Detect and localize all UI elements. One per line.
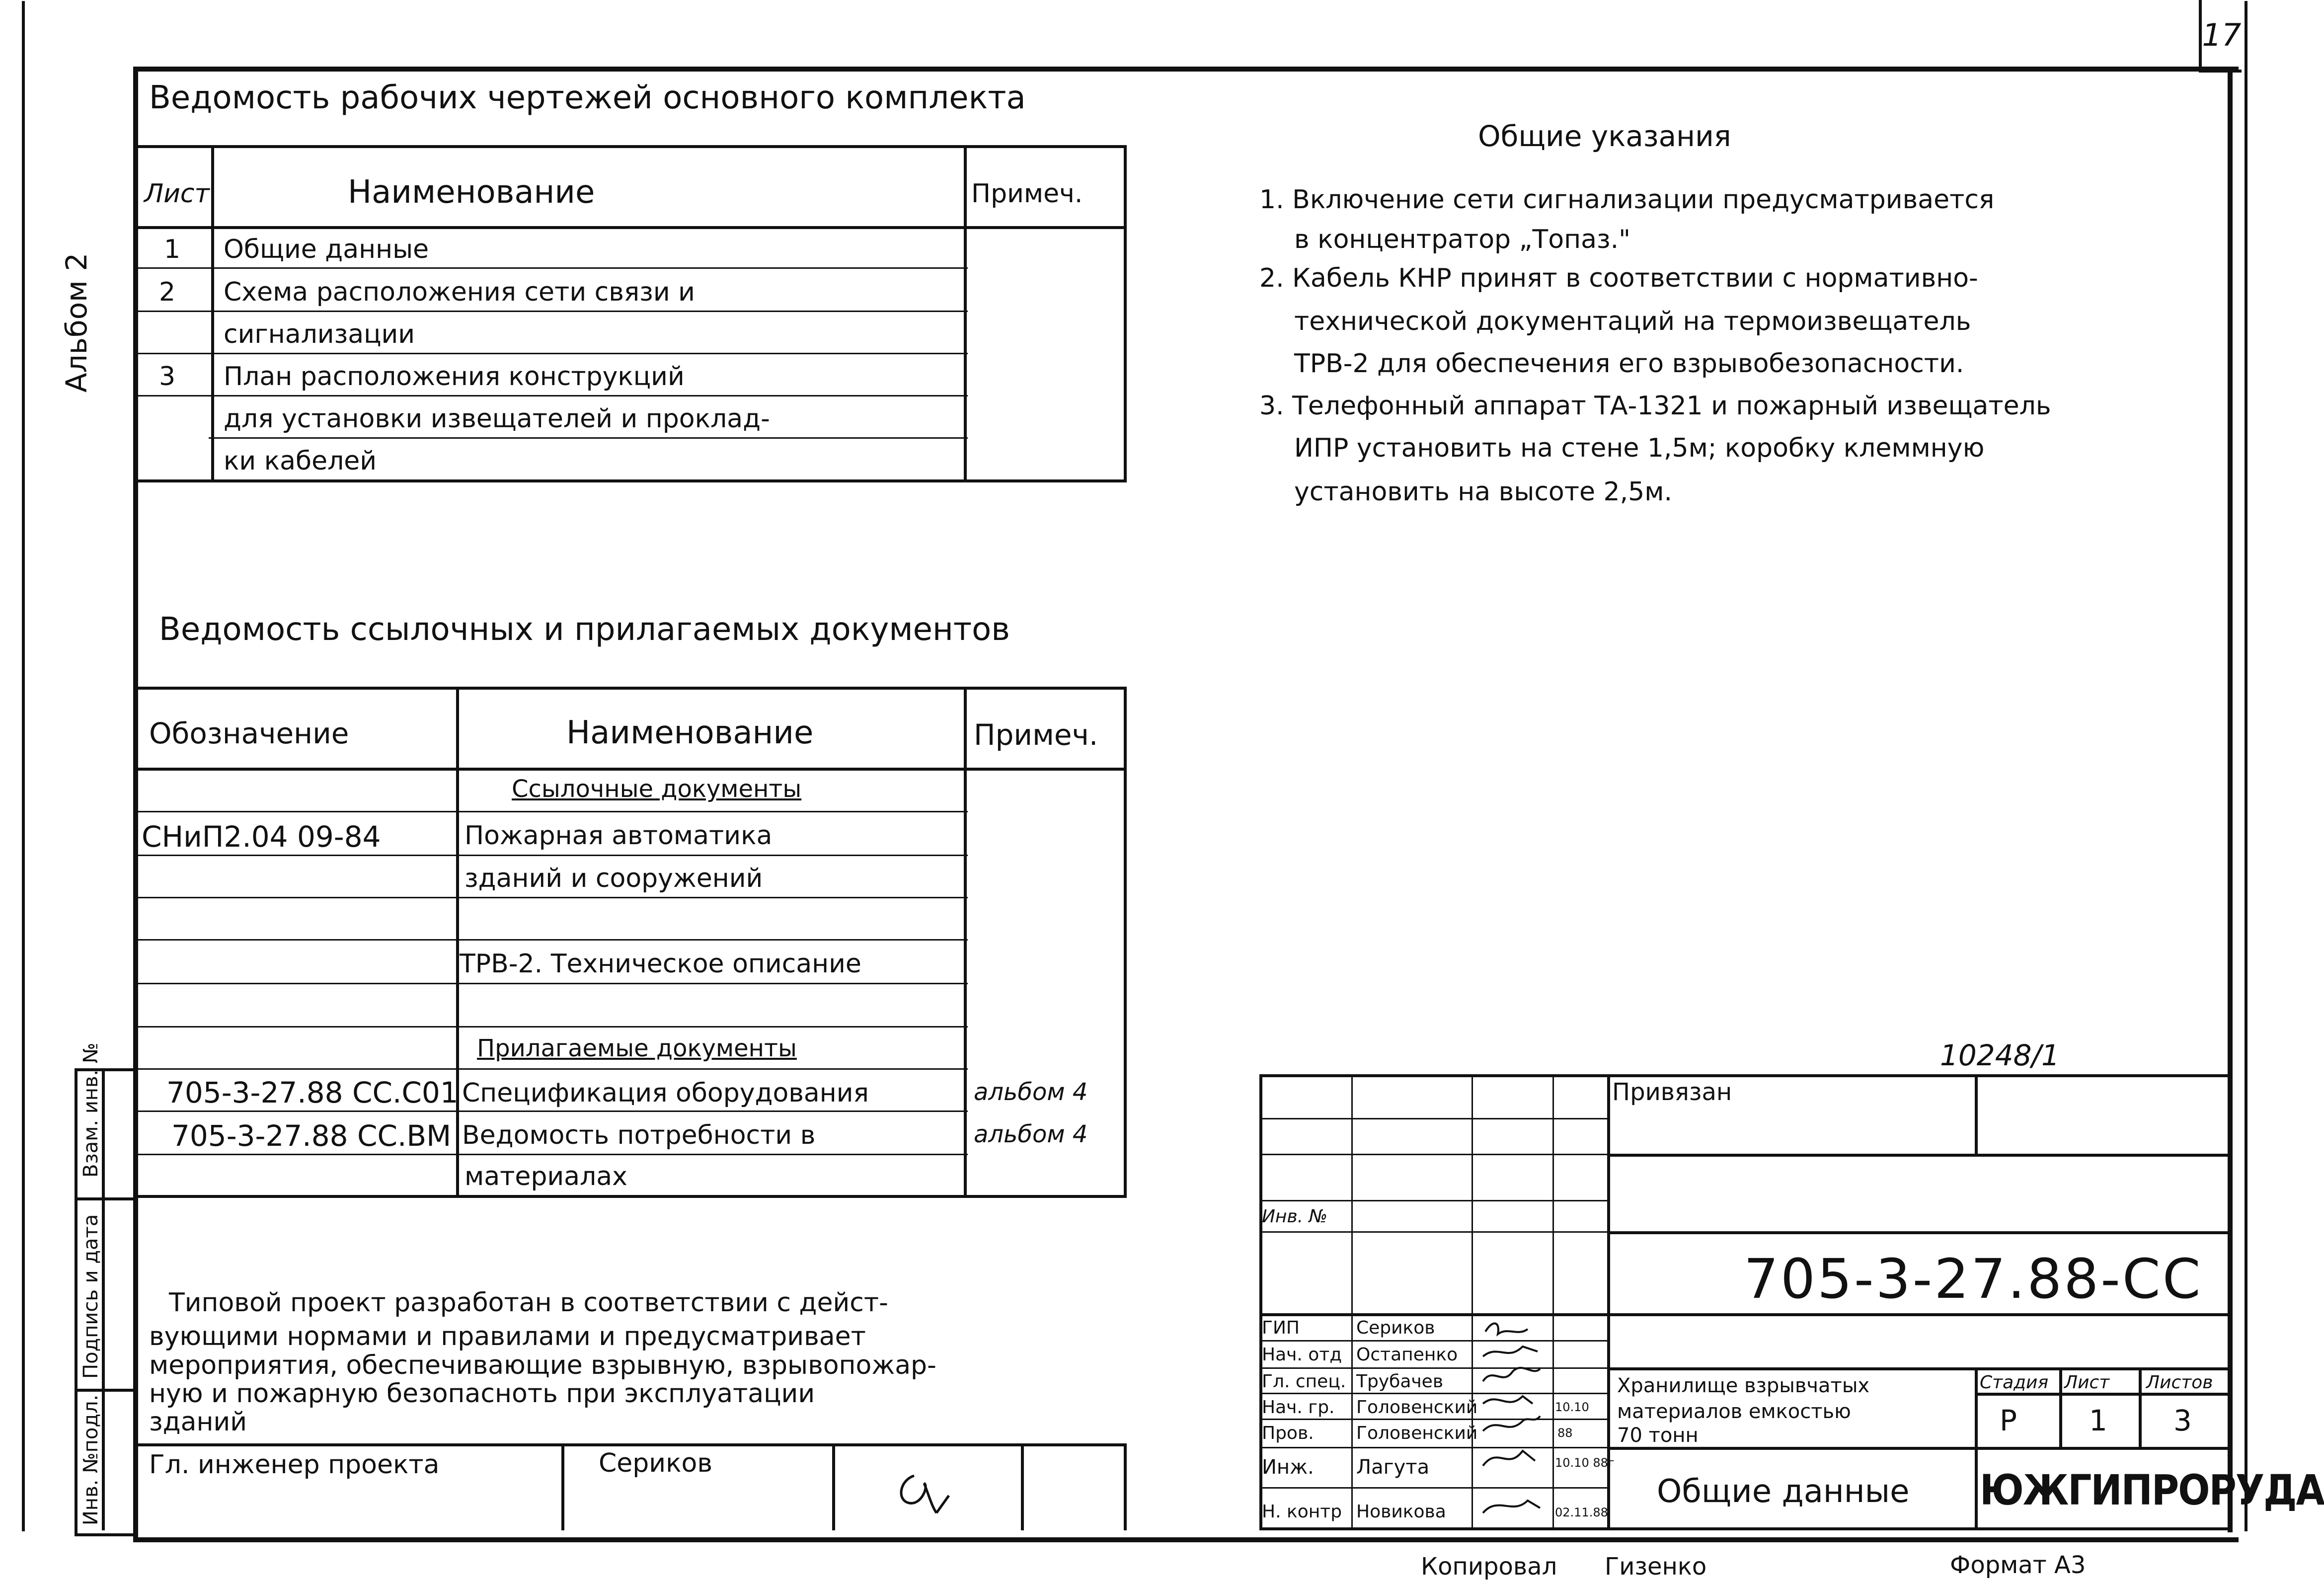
drawings-row-line: План расположения конструкций (224, 362, 685, 392)
refs-header-name: Наименование (566, 714, 814, 751)
drawings-row-sheet: 1 (164, 235, 181, 264)
refs-row-name: Ведомость потребности в (462, 1120, 816, 1150)
left-stamp-vzam: Взам. инв. № (79, 1042, 102, 1178)
general-notes-line: 1. Включение сети сигнализации предусматривается (1259, 185, 1995, 215)
role-label: ГИП (1262, 1318, 1300, 1338)
refs-row-code: СНиП2.04 09-84 (142, 820, 381, 854)
handwritten-number: 10248/1 (1940, 1038, 2060, 1072)
role-name: Головенский (1356, 1397, 1478, 1418)
privyazan-label: Привязан (1612, 1078, 1732, 1106)
sheets-value: 3 (2173, 1404, 2192, 1437)
left-stamp-sign: Подпись и дата (79, 1214, 102, 1379)
role-name: Трубачев (1356, 1371, 1444, 1392)
role-date: 10.10 (1555, 1400, 1589, 1414)
stage-value: Р (2000, 1404, 2017, 1437)
project-note-line: мероприятия, обеспечивающие взрывную, взрывопожар- (149, 1350, 936, 1380)
role-name: Сериков (1356, 1318, 1435, 1338)
refs-row-name: зданий и сооружений (465, 864, 763, 893)
right-border (2228, 67, 2233, 1532)
object-name-line: материалов емкостью (1617, 1400, 1851, 1423)
role-label: Инж. (1262, 1456, 1314, 1479)
refs-header-code: Обозначение (149, 716, 349, 750)
project-note-line: ную и пожарную безопасноть при эксплуатации (149, 1379, 815, 1409)
role-label: Н. контр (1262, 1502, 1342, 1522)
role-date: 88 (1557, 1426, 1573, 1440)
general-notes-line: ТРВ-2 для обеспечения его взрывобезопасности. (1294, 349, 1964, 379)
sheets-label: Листов (2146, 1372, 2213, 1393)
chief-signature-icon (894, 1466, 959, 1520)
left-stamp-inv: Инв. №подл. (79, 1394, 102, 1525)
role-name: Лагута (1356, 1456, 1430, 1479)
general-notes-line: в концентратор „Топаз." (1294, 225, 1631, 254)
drawings-row-sheet: 3 (159, 362, 176, 392)
refs-row-code: 705-3-27.88 СС.С01 (166, 1076, 459, 1110)
role-label: Пров. (1262, 1423, 1314, 1443)
doc-title: Общие данные (1657, 1473, 1910, 1510)
drawings-row-line: ки кабелей (224, 446, 377, 476)
inv-label: Инв. № (1262, 1206, 1328, 1227)
general-notes-line: установить на высоте 2,5м. (1294, 477, 1673, 507)
refs-row-code: 705-3-27.88 СС.ВМ (171, 1119, 452, 1153)
general-notes-line: 3. Телефонный аппарат ТА-1321 и пожарный извещатель (1259, 391, 2051, 421)
drawings-row-line: Общие данные (224, 235, 429, 264)
general-notes-line: 2. Кабель КНР принят в соответствии с нормативно- (1259, 263, 1978, 293)
drawings-header-name: Наименование (348, 174, 595, 211)
refs-header-note: Примеч. (974, 718, 1098, 752)
refs-row-name: ТРВ-2. Техническое описание (460, 949, 861, 979)
sheet-number: 17 (2202, 16, 2242, 53)
refs-row-note: альбом 4 (974, 1120, 1088, 1148)
role-name: Головенский (1356, 1423, 1478, 1443)
drawings-row-sheet: 2 (159, 277, 176, 307)
general-notes-line: технической документаций на термоизвещатель (1294, 307, 1971, 336)
drawings-header-sheet: Лист (144, 179, 210, 209)
general-notes-title: Общие указания (1478, 119, 1731, 153)
refs-row-name: Спецификация оборудования (462, 1078, 869, 1108)
drawings-row-line: для установки извещателей и проклад- (224, 404, 770, 434)
role-date: 02.11.88 (1555, 1506, 1608, 1519)
drawings-row-line: сигнализации (224, 319, 415, 349)
role-label: Гл. спец. (1262, 1371, 1346, 1392)
project-note-line: зданий (149, 1407, 247, 1437)
role-label: Нач. гр. (1262, 1397, 1335, 1418)
stage-label: Стадия (1980, 1372, 2049, 1393)
general-notes-line: ИПР установить на стене 1,5м; коробку клеммную (1294, 433, 1985, 463)
chief-engineer-name: Сериков (599, 1448, 712, 1478)
footer-format: Формат А3 (1950, 1551, 2086, 1579)
chief-engineer-label: Гл. инженер проекта (149, 1450, 440, 1480)
organization-name: ЮЖГИПРОРУДА (1980, 1466, 2324, 1514)
refs-list-title: Ведомость ссылочных и прилагаемых документов (159, 611, 1010, 648)
signatures-icon (1478, 1317, 1548, 1525)
album-side-label: Альбом 2 (60, 252, 93, 393)
role-name: Остапенко (1356, 1345, 1458, 1365)
footer-copied-label: Копировал (1421, 1553, 1557, 1581)
refs-row-name: материалах (465, 1162, 627, 1191)
refs-section-attached: Прилагаемые документы (477, 1034, 797, 1062)
object-name-line: 70 тонн (1617, 1424, 1699, 1447)
doc-code: 705-3-27.88-СС (1744, 1247, 2203, 1311)
drawings-header-note: Примеч. (971, 179, 1083, 209)
sheet-value: 1 (2089, 1404, 2107, 1437)
drawings-list-title: Ведомость рабочих чертежей основного комплекта (149, 79, 1026, 116)
project-note-line: вующими нормами и правилами и предусматривает (149, 1322, 866, 1351)
role-date: 10.10 88г (1555, 1456, 1615, 1470)
project-note-line: Типовой проект разработан в соответствии с дейст- (169, 1288, 888, 1318)
refs-row-note: альбом 4 (974, 1078, 1088, 1106)
refs-row-name: Пожарная автоматика (465, 821, 773, 851)
drawings-row-line: Схема расположения сети связи и (224, 277, 695, 307)
role-label: Нач. отд (1262, 1345, 1342, 1365)
sheet-number-box (2199, 0, 2242, 73)
object-name-line: Хранилище взрывчатых (1617, 1374, 1870, 1397)
footer-copier-name: Гизенко (1605, 1553, 1707, 1581)
role-name: Новикова (1356, 1502, 1446, 1522)
sheet-label: Лист (2064, 1372, 2110, 1393)
refs-section-referenced: Ссылочные документы (512, 775, 802, 803)
